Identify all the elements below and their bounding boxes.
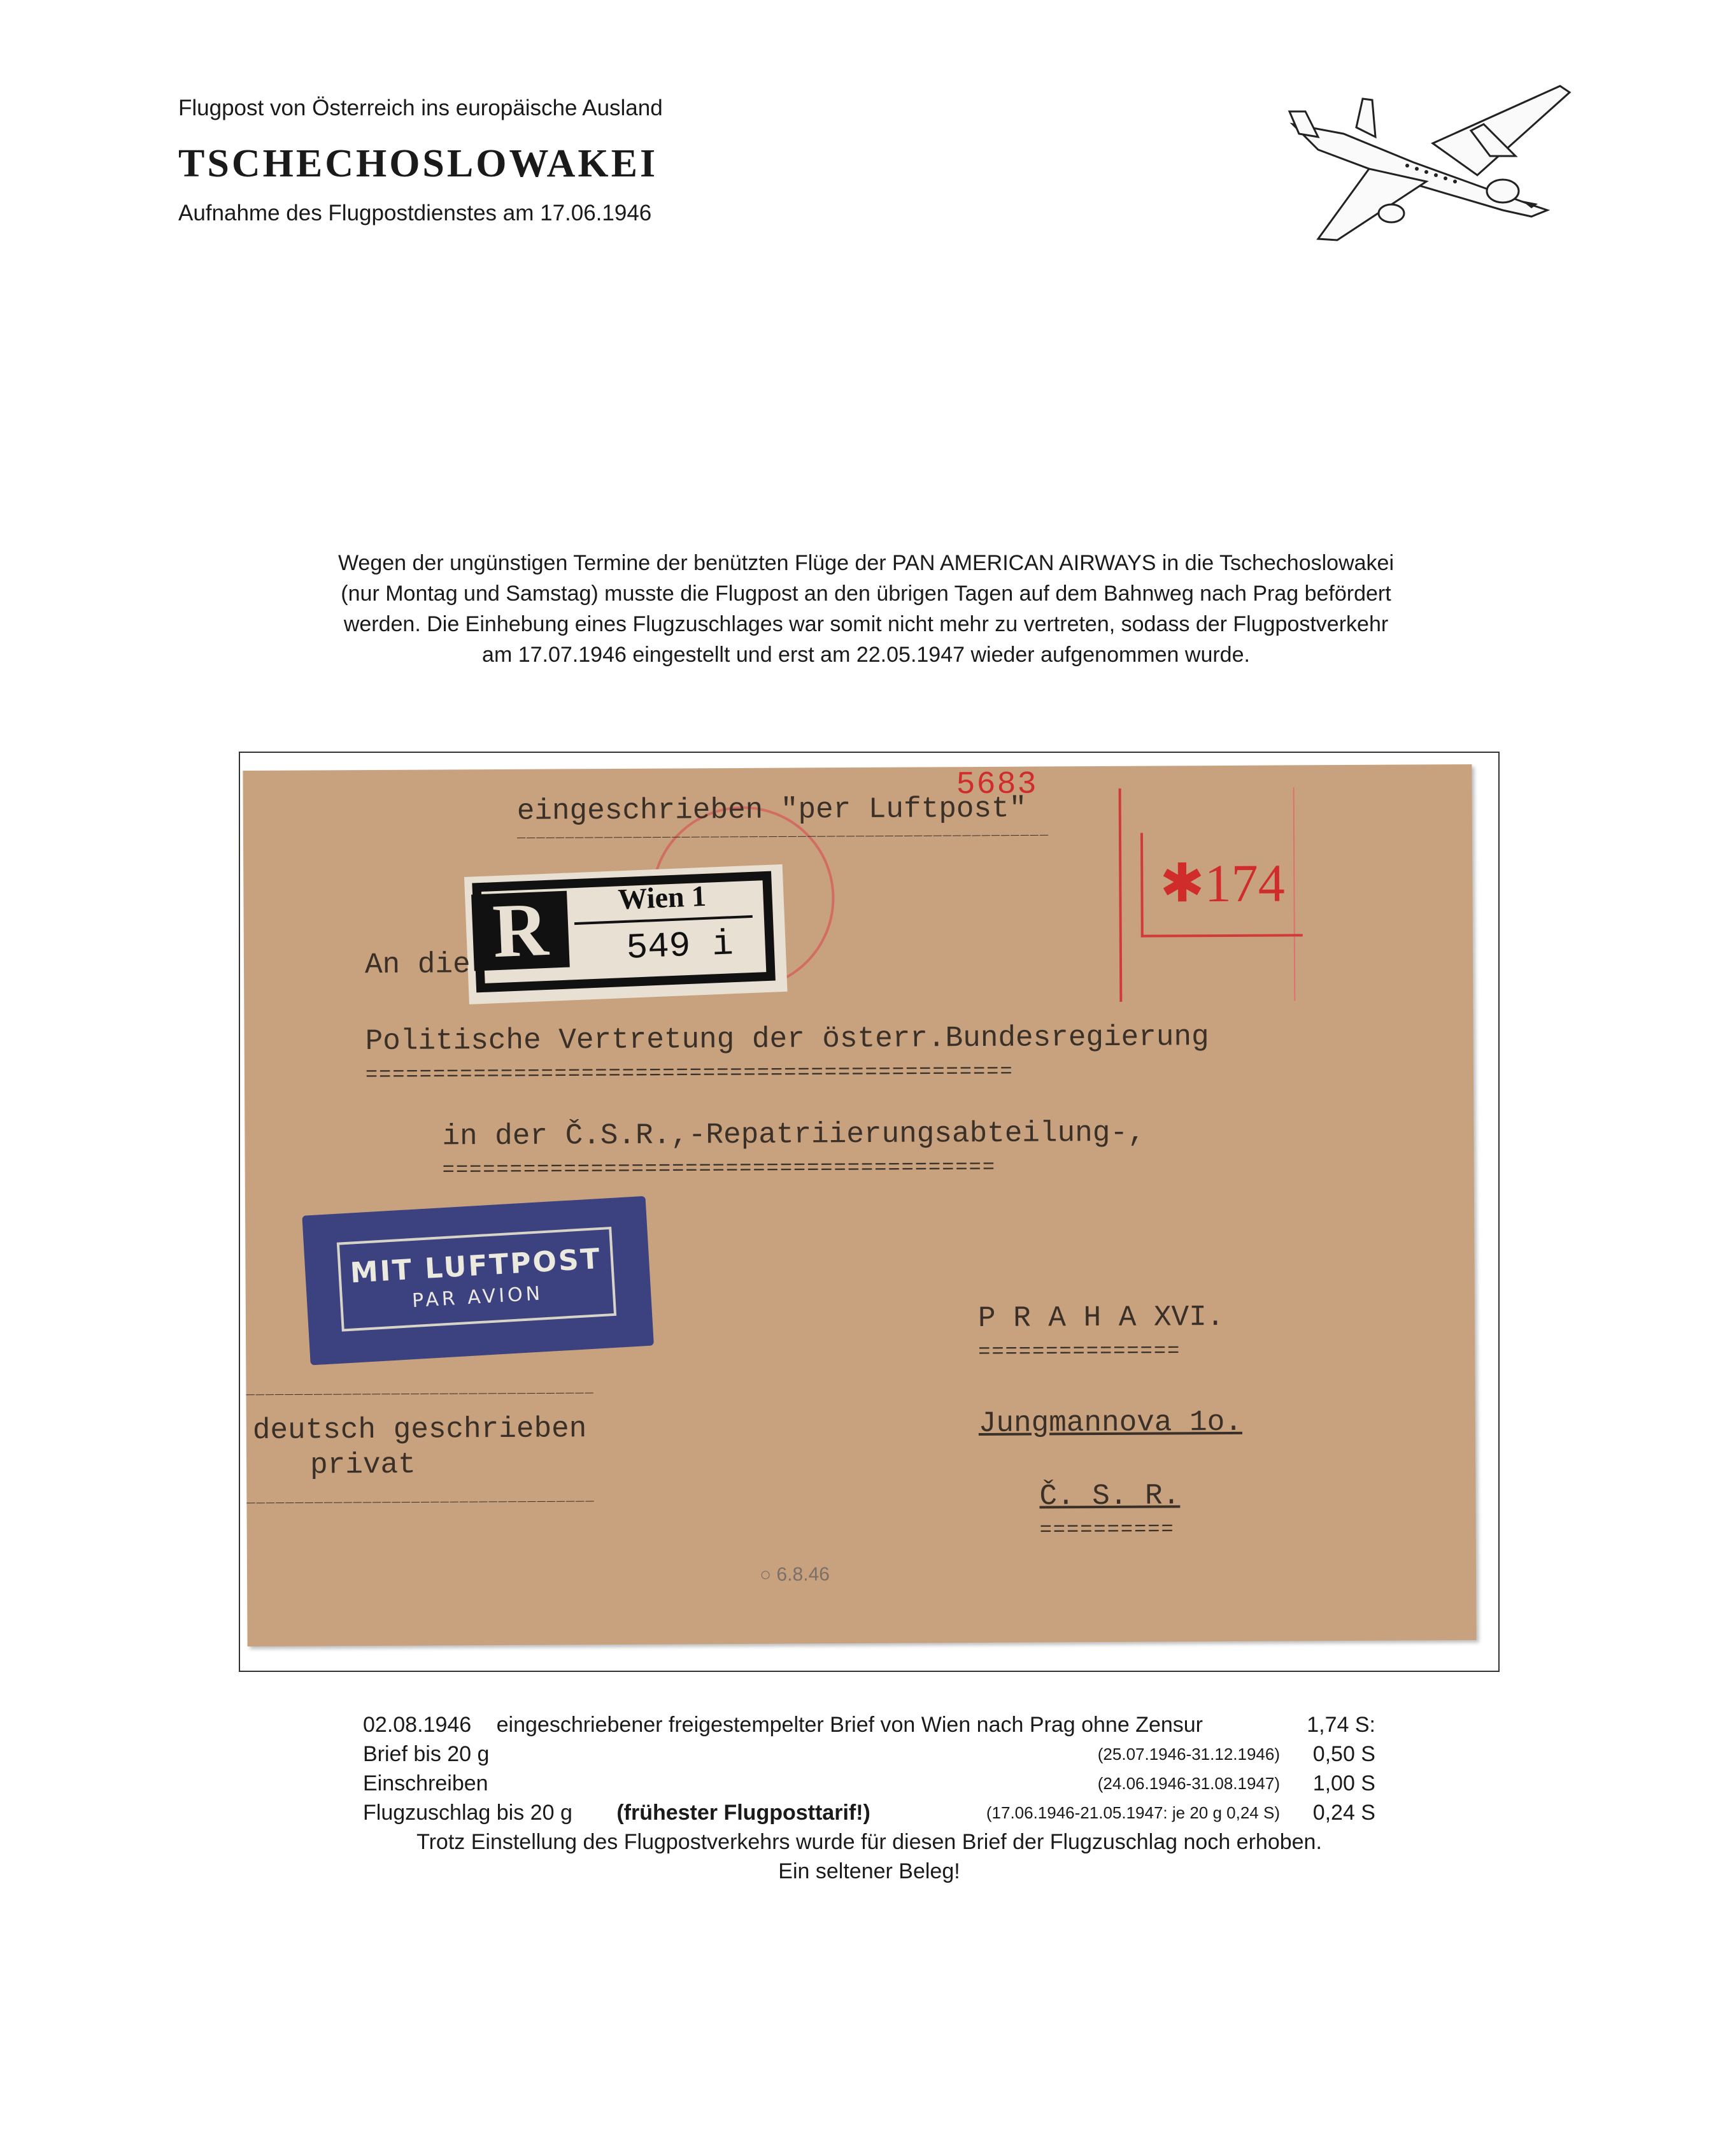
tariff-period: (24.06.1946-31.08.1947): [1097, 1774, 1280, 1793]
intro-line: (nur Montag und Samstag) musste die Flugpost an den übrigen Tagen auf dem Bahnweg nach Prag befördert: [341, 582, 1391, 606]
airplane-icon: [1280, 73, 1579, 252]
tariff-row: [363, 1769, 1375, 1798]
caption-total: 1,74 S:: [1307, 1713, 1375, 1737]
intro-line: Wegen der ungünstigen Termine der benützten Flüge der PAN AMERICAN AIRWAYS in die Tschechoslowakei: [337, 551, 1395, 575]
serial-number: 5683: [956, 766, 1038, 804]
tariff-price: 0,50 S: [1312, 1742, 1375, 1766]
address-street: Jungmannova 1o.: [978, 1405, 1243, 1441]
service-underline: _______________________________________________________: [516, 822, 1050, 841]
address-line-1-underline: ================================================: [365, 1059, 1014, 1087]
address-country: Č. S. R.: [1039, 1479, 1181, 1513]
tariff-note: (frühester Flugposttarif!): [616, 1801, 870, 1825]
note-line-1: deutsch geschrieben: [252, 1412, 587, 1447]
caption-date: 02.08.1946: [363, 1713, 472, 1737]
caption-block: [363, 1710, 1375, 1886]
note-rule-top: ____________________________________: [246, 1380, 595, 1399]
address-line-1: Politische Vertretung der österr.Bundesregierung: [365, 1020, 1209, 1059]
meter-stamp: [1119, 787, 1296, 1001]
registration-label: [464, 864, 788, 1004]
address-line-2-underline: =========================================: [442, 1155, 997, 1182]
address-line-2: in der Č.S.R.,-Repatriierungsabteilung-,: [442, 1116, 1146, 1153]
tariff-period: (25.07.1946-31.12.1946): [1097, 1745, 1280, 1764]
envelope: [243, 764, 1476, 1646]
intro-line: am 17.07.1946 eingestellt und erst am 22.05.1947 wieder aufgenommen wurde.: [482, 643, 1250, 667]
service-line: eingeschrieben "per Luftpost": [516, 792, 1027, 828]
service-start-date: Aufnahme des Flugpostdienstes am 17.06.1946: [178, 201, 652, 225]
address-country-underline: ==========: [1039, 1517, 1175, 1542]
airmail-label: [302, 1196, 654, 1366]
meter-value: ✱174: [1160, 853, 1285, 914]
registration-number: 549 i: [625, 924, 734, 969]
tariff-label: Einschreiben: [363, 1771, 488, 1795]
tariff-price: 0,24 S: [1312, 1801, 1375, 1825]
tariff-price: 1,00 S: [1312, 1771, 1375, 1795]
pencil-date: ○ 6.8.46: [759, 1564, 830, 1585]
caption-footer-1: Trotz Einstellung des Flugpostverkehrs wurde für diesen Brief der Flugzuschlag noch erhoben.: [416, 1830, 1322, 1854]
airmail-label-subtext: PAR AVION: [411, 1282, 544, 1313]
tariff-label: Brief bis 20 g: [363, 1742, 490, 1766]
airmail-label-text: MIT LUFTPOST: [349, 1242, 602, 1290]
page-title: TSCHECHOSLOWAKEI: [178, 142, 658, 185]
intro-line: werden. Die Einhebung eines Flugzuschlages war somit nicht mehr zu vertreten, sodass der Flugpostverkehr: [343, 612, 1389, 636]
airmail-label-frame: [337, 1227, 616, 1332]
tariff-row: [363, 1739, 1375, 1769]
registration-city: Wien 1: [617, 879, 707, 916]
tariff-period: (17.06.1946-21.05.1947: je 20 g 0,24 S): [986, 1803, 1280, 1822]
page-subtitle: Flugpost von Österreich ins europäische Ausland: [178, 96, 663, 120]
address-city-underline: ===============: [978, 1339, 1181, 1364]
meter-star-icon: ✱: [1160, 854, 1205, 914]
pencil-circle-icon: ○: [759, 1564, 772, 1585]
tariff-row: [363, 1798, 1375, 1827]
registration-letter: R: [471, 891, 570, 971]
caption-footer-2: Ein seltener Beleg!: [778, 1859, 960, 1883]
caption-main-row: [363, 1710, 1375, 1739]
note-rule-bottom: ____________________________________: [246, 1488, 595, 1507]
tariff-label: Flugzuschlag bis 20 g: [363, 1801, 572, 1825]
intro-paragraph: [267, 548, 1465, 670]
note-line-2: privat: [309, 1448, 416, 1482]
address-city: P R A H A XVI.: [977, 1301, 1225, 1336]
address-salutation: An die: [364, 948, 471, 982]
caption-description: eingeschriebener freigestempelter Brief von Wien nach Prag ohne Zensur: [496, 1713, 1203, 1737]
